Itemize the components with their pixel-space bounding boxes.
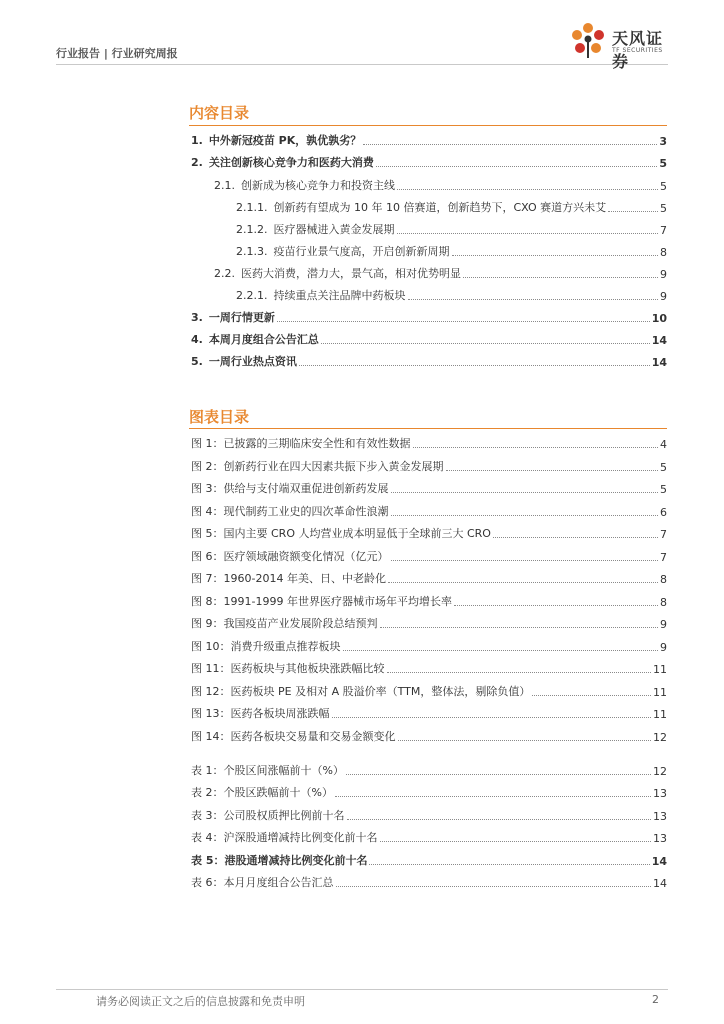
contents-entry-title xyxy=(191,331,319,347)
table-entry-page: 12 xyxy=(653,765,667,778)
contents-entry-number: 4. xyxy=(191,333,203,346)
footer-divider xyxy=(56,989,668,990)
contents-entry[interactable] xyxy=(191,132,667,148)
figure-entry-page: 9 xyxy=(660,641,667,654)
contents-entry-text: 医疗器械进入黄金发展期 xyxy=(273,223,395,236)
contents-entry-number: 5. xyxy=(191,355,203,368)
flower-logo-icon xyxy=(568,22,608,62)
figure-entry-page: 7 xyxy=(660,528,667,541)
table-entry-title: 表 5：港股通增减持比例变化前十名 xyxy=(191,854,368,867)
figure-entry-title: 图 6：医疗领域融资额变化情况（亿元） xyxy=(191,550,389,563)
dot-leader xyxy=(391,560,659,561)
figure-entry-page: 8 xyxy=(660,596,667,609)
figure-entry-title: 图 1：已披露的三期临床安全性和有效性数据 xyxy=(191,437,411,450)
dot-leader xyxy=(493,537,658,538)
figure-entry-page: 9 xyxy=(660,618,667,631)
dot-leader xyxy=(380,627,659,628)
dot-leader xyxy=(408,299,659,300)
page-header xyxy=(0,0,724,70)
company-logo xyxy=(568,22,678,71)
dot-leader xyxy=(332,717,652,718)
figure-entry-title: 图 11：医药板块与其他板块涨跌幅比较 xyxy=(191,662,385,675)
table-entry-page: 13 xyxy=(653,832,667,845)
figure-entry-title: 图 7：1960-2014 年美、日、中老龄化 xyxy=(191,572,386,585)
dot-leader xyxy=(380,841,652,842)
table-entry-title: 表 1：个股区间涨幅前十（%） xyxy=(191,764,344,777)
contents-entry-title xyxy=(236,221,395,237)
contents-entry-page: 9 xyxy=(660,268,667,281)
contents-entry-title xyxy=(236,287,406,303)
table-entry[interactable] xyxy=(191,852,667,868)
contents-entry-number: 2. xyxy=(191,156,203,169)
table-entry-page: 14 xyxy=(651,855,667,868)
contents-entry[interactable] xyxy=(214,177,667,193)
figure-entry-title: 图 8：1991-1999 年世界医疗器械市场年平均增长率 xyxy=(191,595,452,608)
figure-entry-page: 8 xyxy=(660,573,667,586)
dot-leader xyxy=(446,470,659,471)
contents-entry[interactable] xyxy=(191,309,667,325)
dot-leader xyxy=(463,277,658,278)
table-entry[interactable] xyxy=(191,784,667,800)
figure-entry[interactable] xyxy=(191,728,667,744)
contents-entry-number: 2.2.1. xyxy=(236,289,268,302)
footer-disclaimer: 请务必阅读正文之后的信息披露和免责申明 xyxy=(96,995,305,1008)
contents-entry-page: 5 xyxy=(659,157,667,170)
contents-entry-title xyxy=(214,265,461,281)
dot-leader xyxy=(391,492,659,493)
figure-entry[interactable] xyxy=(191,570,667,586)
contents-entry-page: 14 xyxy=(651,334,667,347)
dot-leader xyxy=(397,233,659,234)
contents-entry-page: 5 xyxy=(660,180,667,193)
table-entry-title: 表 3：公司股权质押比例前十名 xyxy=(191,809,345,822)
figure-entry-title: 图 14：医药各板块交易量和交易金额变化 xyxy=(191,730,396,743)
contents-entry[interactable] xyxy=(236,287,667,303)
table-entry-page: 13 xyxy=(653,810,667,823)
figure-entry[interactable] xyxy=(191,615,667,631)
contents-title: 内容目录 xyxy=(189,104,250,122)
contents-entry-text: 一周行业热点资讯 xyxy=(208,355,297,368)
table-entry-page: 14 xyxy=(653,877,667,890)
contents-entry[interactable] xyxy=(191,154,667,170)
figure-entry-page: 11 xyxy=(653,686,667,699)
dot-leader xyxy=(532,695,651,696)
figure-entry[interactable] xyxy=(191,705,667,721)
figure-entry-title: 图 13：医药各板块周涨跌幅 xyxy=(191,707,330,720)
dot-leader xyxy=(397,189,658,190)
dot-leader xyxy=(336,886,652,887)
table-entry[interactable] xyxy=(191,762,667,778)
dot-leader xyxy=(363,144,657,145)
figure-entry[interactable] xyxy=(191,458,667,474)
contents-entry-number: 1. xyxy=(191,134,203,147)
contents-title-underline xyxy=(189,125,667,126)
contents-entry-title xyxy=(214,177,395,193)
contents-entry-title xyxy=(191,154,374,170)
figure-entry[interactable] xyxy=(191,660,667,676)
dot-leader xyxy=(413,447,659,448)
dot-leader xyxy=(369,864,649,865)
figure-entry-page: 12 xyxy=(653,731,667,744)
dot-leader xyxy=(376,166,658,167)
contents-entry-page: 5 xyxy=(660,202,667,215)
dot-leader xyxy=(452,255,659,256)
contents-entry-text: 中外新冠疫苗 PK，孰优孰劣？ xyxy=(208,134,362,147)
contents-entry-title xyxy=(191,309,275,325)
report-breadcrumb: 行业报告 | 行业研究周报 xyxy=(56,47,178,60)
contents-entry-text: 本周月度组合公告汇总 xyxy=(208,333,319,346)
figure-entry[interactable] xyxy=(191,525,667,541)
dot-leader xyxy=(299,365,650,366)
contents-entry-title xyxy=(191,132,361,148)
figure-entry-title: 图 5：国内主要 CRO 人均营业成本明显低于全球前三大 CRO xyxy=(191,527,491,540)
figure-entry-title: 图 10：消费升级重点推荐板块 xyxy=(191,640,341,653)
dot-leader xyxy=(343,650,659,651)
contents-entry-text: 持续重点关注品牌中药板块 xyxy=(273,289,406,302)
figure-entry[interactable] xyxy=(191,683,667,699)
dot-leader xyxy=(347,819,652,820)
figure-entry[interactable] xyxy=(191,638,667,654)
figure-entry-title: 图 3：供给与支付端双重促进创新药发展 xyxy=(191,482,389,495)
contents-entry-number: 2.1.2. xyxy=(236,223,268,236)
contents-entry-number: 2.1.3. xyxy=(236,245,268,258)
figures-title: 图表目录 xyxy=(189,408,250,426)
dot-leader xyxy=(398,740,652,741)
dot-leader xyxy=(277,321,650,322)
figures-title-underline xyxy=(189,428,667,429)
contents-entry-text: 创新成为核心竞争力和投资主线 xyxy=(241,179,395,192)
page-number: 2 xyxy=(652,993,659,1006)
contents-entry[interactable] xyxy=(236,221,667,237)
contents-entry-number: 2.1. xyxy=(214,179,235,192)
contents-entry-title xyxy=(236,243,450,259)
contents-entry[interactable] xyxy=(191,353,667,369)
figure-entry-page: 5 xyxy=(660,483,667,496)
contents-entry-number: 2.2. xyxy=(214,267,235,280)
figure-entry-title: 图 4：现代制药工业史的四次革命性浪潮 xyxy=(191,505,389,518)
dot-leader xyxy=(608,211,658,212)
figure-entry[interactable] xyxy=(191,593,667,609)
dot-leader xyxy=(388,582,658,583)
figure-entry-title: 图 2：创新药行业在四大因素共振下步入黄金发展期 xyxy=(191,460,444,473)
dot-leader xyxy=(387,672,652,673)
contents-entry-page: 3 xyxy=(659,135,667,148)
contents-entry-text: 创新药有望成为 10 年 10 倍赛道，创新趋势下，CXO 赛道方兴未艾 xyxy=(273,201,607,214)
table-entry-title: 表 2：个股区跌幅前十（%） xyxy=(191,786,333,799)
figure-entry-page: 5 xyxy=(660,461,667,474)
contents-entry-page: 10 xyxy=(651,312,667,325)
contents-entry[interactable] xyxy=(191,331,667,347)
table-entry[interactable] xyxy=(191,874,667,890)
figure-entry-title: 图 9：我国疫苗产业发展阶段总结预判 xyxy=(191,617,378,630)
dot-leader xyxy=(335,796,651,797)
contents-entry-text: 疫苗行业景气度高，开启创新新周期 xyxy=(273,245,450,258)
contents-entry-page: 8 xyxy=(660,246,667,259)
header-divider xyxy=(56,64,668,65)
contents-entry-text: 一周行情更新 xyxy=(208,311,275,324)
logo-name: 天风证券 xyxy=(612,29,664,71)
contents-entry-page: 7 xyxy=(660,224,667,237)
table-entry-title: 表 4：沪深股通增减持比例变化前十名 xyxy=(191,831,378,844)
contents-entry[interactable] xyxy=(236,243,667,259)
dot-leader xyxy=(346,774,651,775)
figure-entry-page: 11 xyxy=(653,663,667,676)
contents-entry-text: 医药大消费，潜力大，景气高，相对优势明显 xyxy=(241,267,461,280)
contents-entry-title xyxy=(191,353,297,369)
table-entry[interactable] xyxy=(191,829,667,845)
table-entry-page: 13 xyxy=(653,787,667,800)
contents-entry-number: 2.1.1. xyxy=(236,201,268,214)
contents-entry-number: 3. xyxy=(191,311,203,324)
contents-entry-page: 14 xyxy=(651,356,667,369)
dot-leader xyxy=(321,343,650,344)
figure-entry-page: 11 xyxy=(653,708,667,721)
logo-subtitle: TF SECURITIES xyxy=(612,47,663,54)
dot-leader xyxy=(454,605,658,606)
figure-entry-page: 6 xyxy=(660,506,667,519)
table-entry[interactable] xyxy=(191,807,667,823)
contents-entry[interactable] xyxy=(214,265,667,281)
contents-entry-text: 关注创新核心竞争力和医药大消费 xyxy=(208,156,374,169)
dot-leader xyxy=(391,515,659,516)
contents-entry-page: 9 xyxy=(660,290,667,303)
figure-entry[interactable] xyxy=(191,480,667,496)
figure-entry-page: 4 xyxy=(660,438,667,451)
figure-entry[interactable] xyxy=(191,435,667,451)
figure-entry-title: 图 12：医药板块 PE 及相对 A 股溢价率（TTM，整体法，剔除负值） xyxy=(191,685,531,698)
contents-entry-title xyxy=(236,199,606,215)
figure-entry[interactable] xyxy=(191,548,667,564)
contents-entry[interactable] xyxy=(236,199,667,215)
figure-entry[interactable] xyxy=(191,503,667,519)
table-entry-title: 表 6：本月月度组合公告汇总 xyxy=(191,876,334,889)
figure-entry-page: 7 xyxy=(660,551,667,564)
